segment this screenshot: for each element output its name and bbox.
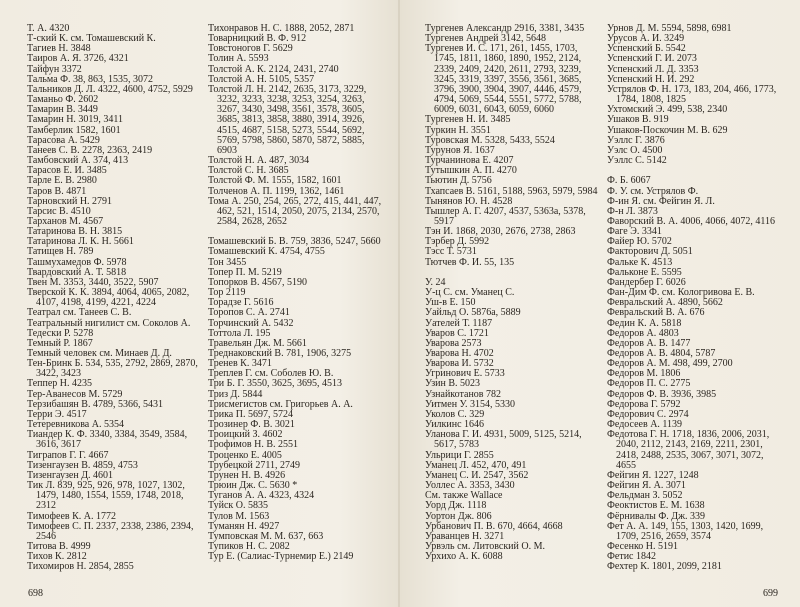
- index-entry: Файер Ю. 5702: [607, 236, 672, 248]
- index-entry: Уварова Н. 4702: [425, 348, 494, 359]
- index-entry: Тамарин Н. 3019, 3411: [27, 114, 124, 126]
- index-entry: Ульрици Г. 2855: [425, 449, 494, 461]
- index-entry: Уортон Дж. 806: [425, 510, 492, 522]
- index-entry: Толстой А. Н. 5105, 5357: [208, 73, 315, 85]
- index-entry: Торадзе Г. 5616: [208, 297, 274, 309]
- index-entry: Тедески Р. 5278: [27, 327, 94, 339]
- index-entry: Товстоногов Г. 5629: [208, 43, 293, 55]
- index-entry: Томашевский Б. В. 759, 3836, 5247, 5660: [208, 236, 381, 248]
- index-column-4: [607, 24, 783, 572]
- index-entry: Успенский Б. 5542: [607, 43, 686, 55]
- index-entry: Танеев С. В. 2278, 2363, 2419: [27, 144, 153, 156]
- index-entry: Триз Д. 5844: [208, 388, 263, 400]
- index-column-1: [27, 24, 203, 572]
- index-entry: Тургенев Александр 2916, 3381, 3435: [425, 23, 585, 34]
- index-entry: Тамберлик 1582, 1601: [27, 124, 121, 136]
- index-entry: Фальке К. 4513: [607, 256, 673, 268]
- index-entry: Турчанинова Е. 4207: [425, 155, 514, 167]
- index-entry: Тальников Д. Л. 4322, 4600, 4752, 5929: [27, 83, 193, 95]
- index-entry: Татаринова Л. К. Н. 5661: [27, 236, 134, 248]
- index-entry: Федотова Г. Н. 1718, 1836, 2006, 2031, 2040, 2112, 2143, 2169, 2211, 2301, 2418, 2488, 2535, 3067, 3071, 3072, 4655: [607, 429, 770, 471]
- index-entry: Факторович Д. 5051: [607, 246, 693, 258]
- index-entry: Уварова И. 5732: [425, 358, 494, 370]
- index-entry: Толченов А. П. 1199, 1362, 1461: [208, 185, 345, 197]
- index-entry: Фесенко Н. 5191: [607, 540, 679, 552]
- index-entry: Фаворский В. А. 4006, 4066, 4072, 4116: [607, 215, 776, 227]
- index-entry: Узин В. 5023: [425, 378, 481, 390]
- index-entry: Урусов А. И. 3249: [607, 33, 685, 45]
- index-entry: Трюин Дж. С. 5630 *: [208, 480, 298, 492]
- index-entry: Уколов С. 329: [425, 408, 485, 420]
- index-entry: Ташмухамедов Ф. 5978: [27, 256, 127, 268]
- index-entry: Федоров П. С. 2775: [607, 378, 691, 390]
- index-entry: Фальконе Е. 5595: [607, 266, 682, 278]
- index-entry: Тальма Ф. 38, 863, 1535, 3072: [27, 73, 154, 85]
- index-entry: Угринович Е. 5733: [425, 368, 505, 380]
- index-entry: Уваров С. 1721: [425, 327, 489, 339]
- index-entry: Фейгин Я. 1227, 1248: [607, 469, 699, 481]
- page-number-left: 698: [28, 588, 43, 599]
- index-entry: Тиандер К. Ф. 3340, 3384, 3549, 3584, 3616, 3617: [27, 429, 188, 451]
- index-entry: Турунов Я. 1637: [425, 144, 495, 156]
- index-entry: Толстой С. Н. 3685: [208, 165, 289, 177]
- index-entry: Топорков В. 4567, 5190: [208, 276, 307, 288]
- index-entry: Ф-н Л. 3873: [607, 205, 658, 217]
- index-entry: Терзибашян В. 4789, 5366, 5431: [27, 398, 163, 410]
- index-entry: Туганов А. А. 4323, 4324: [208, 490, 315, 502]
- index-entry: Фехтер К. 1801, 2099, 2181: [607, 561, 722, 573]
- index-entry: Устрялов Ф. Н. 173, 183, 204, 466, 1773, 1784, 1808, 1825: [607, 83, 777, 106]
- index-entry: Трубецкой 2711, 2749: [208, 459, 301, 471]
- index-entry: Фаге Э. 3341: [607, 226, 662, 238]
- index-entry: Тумповская М. М. 637, 663: [208, 530, 324, 542]
- index-entry: Уварова 2573: [425, 337, 482, 349]
- index-entry: Травельян Дж. М. 5661: [208, 337, 307, 349]
- index-entry: Февральский А. 4890, 5662: [607, 297, 723, 309]
- index-entry: Тамарин В. 3449: [27, 104, 98, 116]
- index-entry: Тэсс Т. 5731: [425, 246, 477, 258]
- index-entry: Толстой Л. Н. 2142, 2635, 3173, 3229, 3232, 3233, 3238, 3253, 3254, 3263, 3267, 3430, 3498, 3561, 3578, 3605, 3685, 3813, 3858, 3880, 3914, 3926, 4515, 4687, 5158, 5273, 5544, 5692, 5769, 5798, 5860, 5870, 5872, 5885, 6903: [208, 83, 367, 156]
- index-entry: Театральный нигилист см. Соколов А.: [27, 317, 191, 329]
- index-entry: Терри Э. 4517: [27, 408, 87, 420]
- index-entry: Тургенев Н. И. 3485: [425, 114, 511, 126]
- index-entry: Туманян Н. 4927: [208, 520, 280, 532]
- index-entry: Тэн И. 1868, 2030, 2676, 2738, 2863: [425, 226, 576, 238]
- index-entry: Тик Л. 839, 925, 926, 978, 1027, 1302, 1479, 1480, 1554, 1559, 1748, 2018, 2312: [27, 480, 185, 512]
- index-entry: Успенский Л. Д. 3353: [607, 63, 699, 75]
- index-entry: Ухтомский Э. 499, 538, 2340: [607, 104, 728, 116]
- index-entry: Тарсис В. 4510: [27, 205, 91, 217]
- index-entry: Урбанович П. В. 670, 4664, 4668: [425, 520, 563, 532]
- index-entry: Уш-в Е. 150: [425, 297, 476, 309]
- index-entry: Туркин Н. 3551: [425, 124, 491, 136]
- index-entry: Тимофеев К. А. 1772: [27, 510, 117, 522]
- index-entry: Федоров А. В. 4804, 5787: [607, 348, 716, 359]
- index-entry: Тихомиров Н. 2854, 2855: [27, 561, 134, 573]
- index-entry: Тизенгаузен В. 4859, 4753: [27, 459, 138, 471]
- right-page: [400, 0, 800, 607]
- index-entry: Узнайкотанов 782: [425, 388, 502, 400]
- index-entry: Уилкинс 1646: [425, 419, 485, 431]
- index-entry: Уэллс С. 5142: [607, 155, 667, 167]
- index-entry: Федоров М. 1806: [607, 368, 681, 380]
- index-entry: Троицкий З. 4602: [208, 429, 283, 441]
- index-entry: Толин А. 5593: [208, 53, 269, 65]
- index-entry: Толстой Н. А. 487, 3034: [208, 155, 310, 167]
- index-entry: Торчинский А. 5432: [208, 317, 294, 329]
- index-entry: Тихонравов Н. С. 1888, 2052, 2871: [208, 23, 355, 34]
- index-entry: Урнов Д. М. 5594, 5898, 6981: [607, 23, 732, 34]
- index-entry: Тизенгаузен Д. 4601: [27, 469, 114, 481]
- index-entry: См. также Wallace: [425, 490, 503, 502]
- index-entry: Треднаковский В. 781, 1906, 3275: [208, 348, 352, 359]
- index-entry: Уманец Л. 452, 470, 491: [425, 459, 527, 471]
- index-entry: Тиграпов Г. Г. 4667: [27, 449, 109, 461]
- index-entry: Толстой А. К. 2124, 2431, 2740: [208, 63, 339, 75]
- index-entry: Таров В. 4871: [27, 185, 87, 197]
- index-entry: Ушаков В. 919: [607, 114, 669, 126]
- index-entry: Ф. Б. 6067: [607, 175, 651, 187]
- index-entry: Тренев К. 3471: [208, 358, 272, 370]
- index-entry: Татаринова В. Н. 3815: [27, 226, 123, 238]
- index-entry: Уателей Т. 1187: [425, 317, 493, 329]
- index-entry: Фандербер Г. 6026: [607, 276, 686, 288]
- index-entry: Феоктистов Е. М. 1638: [607, 500, 705, 512]
- index-entry: Фейгин Я. А. 3071: [607, 480, 686, 492]
- index-entry: Трика П. 5697, 5724: [208, 408, 293, 420]
- index-entry: Тоттола Л. 195: [208, 327, 271, 339]
- index-column-3: [425, 24, 601, 562]
- index-entry: Трисмегистов см. Григорьев А. А.: [208, 398, 353, 410]
- index-entry: Тома А. 250, 254, 265, 272, 415, 441, 447, 462, 521, 1514, 2050, 2075, 2134, 2570, 2584, 2628, 2652: [208, 195, 382, 227]
- index-entry: Торопов С. А. 2741: [208, 307, 290, 319]
- index-entry: Тышлер А. Г. 4207, 4537, 5363а, 5378, 5917: [425, 205, 586, 227]
- index-entry: Топер П. М. 5219: [208, 266, 282, 278]
- index-entry: Уайльд О. 5876а, 5889: [425, 307, 521, 319]
- index-entry: Тэрбер Д. 5992: [425, 236, 490, 248]
- index-entry: Треплев Г. см. Соболев Ю. В.: [208, 368, 334, 380]
- index-entry: Титова В. 4999: [27, 540, 91, 552]
- index-entry: Тулов М. 1563: [208, 510, 270, 522]
- page-number-right: 699: [763, 588, 778, 599]
- index-entry: Тарасов Е. И. 3485: [27, 165, 107, 177]
- index-entry: Томашевский К. 4754, 4755: [208, 246, 325, 258]
- index-entry: Тынянов Ю. Н. 4528: [425, 195, 513, 207]
- index-entry: Успенский Г. И. 2073: [607, 53, 697, 65]
- index-entry: Уэлс О. 4500: [607, 144, 663, 156]
- index-entry: Тургенев И. С. 171, 261, 1455, 1703, 1745, 1811, 1860, 1890, 1952, 2124, 2339, 2409, 2420, 2611, 2793, 3239, 3245, 3319, 3397, 3556, 3561, 3685, 3796, 3900, 3904, 3907, 4446, 4579, 4794, 5069, 5544, 5551, 5772, 5788, 6009, 6031, 6043, 6059, 6060: [425, 43, 582, 116]
- index-entry: Тайфун 3372: [27, 63, 82, 75]
- index-entry: Федорович С. 2974: [607, 408, 689, 420]
- index-entry: Фёрнивалы Ф. Дж. 339: [607, 510, 705, 522]
- index-entry: Тарасова А. 5429: [27, 134, 100, 146]
- index-entry: Федоров Ф. В. 3936, 3985: [607, 388, 717, 400]
- index-entry: Темный человек см. Минаев Д. Д.: [27, 348, 172, 359]
- index-entry: Федорова Г. 5792: [607, 398, 681, 410]
- index-entry: Толстой Ф. М. 1555, 1582, 1601: [208, 175, 342, 187]
- index-entry: У. 24: [425, 276, 446, 288]
- index-entry: Фетис 1842: [607, 551, 656, 563]
- index-entry: Троценко Е. 4005: [208, 449, 282, 461]
- index-entry: У-ц С. см. Уманец С.: [425, 287, 515, 299]
- index-entry: Уорд Дж. 1118: [425, 500, 487, 512]
- index-entry: Федоров А. М. 498, 499, 2700: [607, 358, 733, 370]
- index-entry: Тетеревникова А. 5354: [27, 419, 124, 431]
- index-entry: Тарновский Н. 2791: [27, 195, 113, 207]
- index-entry: Твен М. 3353, 3440, 3522, 5907: [27, 276, 159, 288]
- index-entry: Уоллес А. 3353, 3430: [425, 480, 515, 492]
- index-entry: Теппер Н. 4235: [27, 378, 93, 390]
- index-entry: Темный Р. 1867: [27, 337, 93, 349]
- index-entry: Трунен Н. В. 4926: [208, 469, 286, 481]
- index-entry: Тен-Бринк Б. 534, 535, 2792, 2869, 2870, 3422, 3423: [27, 358, 198, 380]
- index-entry: Тон 3455: [208, 256, 247, 268]
- index-entry: Уманец С. И. 2547, 3562: [425, 469, 529, 481]
- index-entry: Т-ский К. см. Томашевский К.: [27, 33, 156, 45]
- index-entry: Тхапсаев В. 5161, 5188, 5963, 5979, 5984: [425, 185, 598, 197]
- index-entry: Федин К. А. 5818: [607, 317, 682, 329]
- index-entry: Ф. У. см. Устрялов Ф.: [607, 185, 699, 197]
- index-entry: Тор 2119: [208, 287, 246, 299]
- index-entry: Урхихо А. К. 6088: [425, 551, 503, 563]
- index-entry: Тарле Е. В. 2980: [27, 175, 97, 187]
- index-entry: Федоров А. 4803: [607, 327, 679, 339]
- index-entry: Тур Е. (Салиас-Турнемир Е.) 2149: [208, 551, 354, 563]
- index-entry: Тупиков Н. С. 2082: [208, 540, 290, 552]
- index-entry: Трофимов Н. В. 2551: [208, 439, 298, 451]
- index-entry: Татищев Н. 789: [27, 246, 94, 258]
- index-entry: Фельдман З. 5052: [607, 490, 683, 502]
- index-entry: Театрал см. Танеев С. В.: [27, 307, 132, 319]
- index-entry: Тверской К. К. 3894, 4064, 4065, 2082, 4107, 4198, 4199, 4221, 4224: [27, 287, 190, 309]
- index-entry: Уэллс Г. 3876: [607, 134, 665, 146]
- index-entry: Тутышкин А. П. 4270: [425, 165, 517, 177]
- index-entry: Федоров А. В. 1477: [607, 337, 691, 349]
- index-entry: Тарханов М. 4567: [27, 215, 104, 227]
- index-entry: Тихов К. 2812: [27, 551, 87, 563]
- index-entry: [425, 268, 601, 278]
- index-entry: Успенский Н. И. 292: [607, 73, 695, 85]
- index-entry: Фан-Дим Ф. см. Кологривова Е. В.: [607, 287, 755, 299]
- index-entry: Тимофеев С. П. 2337, 2338, 2386, 2394, 2546: [27, 520, 194, 542]
- index-entry: Тютчев Ф. И. 55, 135: [425, 256, 515, 268]
- index-entry: Тагиев Н. 3848: [27, 43, 91, 55]
- index-entry: Тамбовский А. 374, 413: [27, 155, 129, 167]
- index-entry: Туровская М. 5328, 5433, 5524: [425, 134, 555, 146]
- index-column-2: [208, 24, 384, 562]
- index-entry: Уитмен У. 3154, 5330: [425, 398, 515, 410]
- index-entry: Три Б. Г. 3550, 3625, 3695, 4513: [208, 378, 342, 390]
- index-entry: Урвэль см. Литовский О. М.: [425, 540, 545, 552]
- index-entry: Товарницкий В. Ф. 912: [208, 33, 307, 45]
- index-entry: Ураванцев Н. 3271: [425, 530, 505, 542]
- index-entry: Уланова Г. И. 4931, 5009, 5125, 5214, 5617, 5783: [425, 429, 582, 451]
- index-entry: Таманьо Ф. 2602: [27, 94, 99, 106]
- index-entry: Февральский В. А. 676: [607, 307, 705, 319]
- index-entry: Тьютин Д. 5756: [425, 175, 492, 187]
- index-entry: Ф-ин Я. см. Фейгин Я. Л.: [607, 195, 715, 207]
- index-entry: Трозинер Ф. В. 3021: [208, 419, 295, 431]
- index-entry: Тургенев Андрей 3142, 5648: [425, 33, 546, 45]
- index-entry: Твардовский А. Т. 5818: [27, 266, 127, 278]
- index-entry: Тер-Аванесов М. 5729: [27, 388, 123, 400]
- index-entry: Федосеев А. 1139: [607, 419, 683, 431]
- index-entry: Фет А. А. 149, 155, 1303, 1420, 1699, 1709, 2516, 2659, 3574: [607, 520, 764, 542]
- index-entry: Таиров А. Я. 3726, 4321: [27, 53, 129, 65]
- index-entry: Ушаков-Поскочин М. В. 629: [607, 124, 728, 136]
- index-entry: Туйск О. 5835: [208, 500, 268, 512]
- index-entry: Т. А. 4320: [27, 23, 70, 34]
